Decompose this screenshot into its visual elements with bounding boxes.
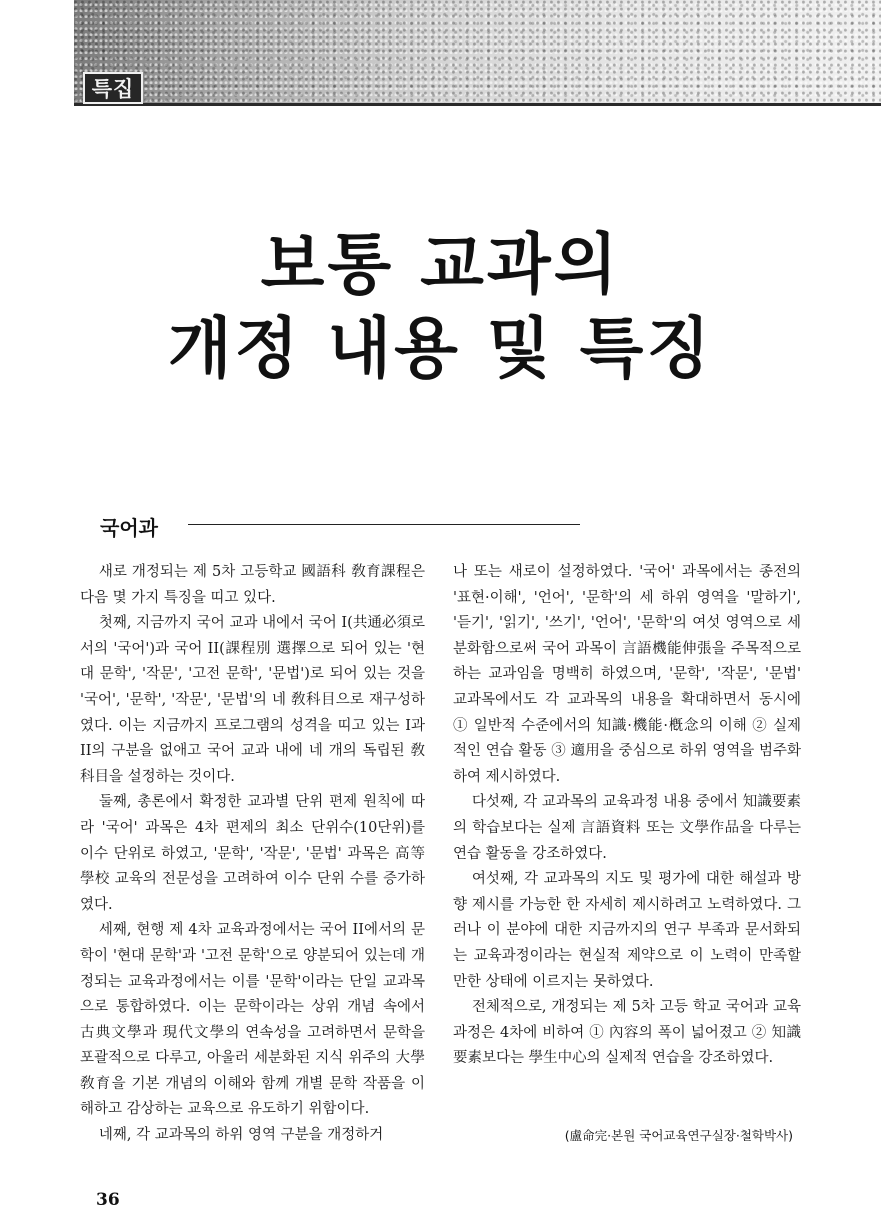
- article-title-line2: 개정 내용 및 특징: [167, 309, 714, 387]
- page-number: 36: [96, 1190, 120, 1210]
- paragraph: 전체적으로, 개정되는 제 5차 고등 학교 국어과 교육과정은 4차에 비하여 ① 內容의 폭이 넓어졌고 ② 知識要素보다는 學生中心의 실제적 연습을 강조하였다.: [453, 999, 801, 1067]
- right-column: [453, 560, 801, 1072]
- paragraph: 새로 개정되는 제 5차 고등학교 國語科 敎育課程은 다음 몇 가지 특징을 띠고 있다.: [80, 564, 425, 606]
- paragraph-continued: 나 또는 새로이 설정하였다. '국어' 과목에서는 종전의 '표현·이해', '언어', '문학'의 세 하위 영역을 '말하기', '듣기', '읽기', '쓰기', '언어', '문학'의 여섯 영역으로 세분화함으로써 국어 과목이 言語機能伸張을 주목적으로 하는 교과임을 명백히 하였으며, '문학', '작문', '문법' 교과목에서도 각 교과목의 내용을 확대하면서 동시에 ① 일반적 수준에서의 知識·機能·槪念의 이해 ② 실제적인 연습 활동 ③ 適用을 중심으로 하위 영역을 범주화하여 제시하였다.: [453, 564, 801, 785]
- article-title-line1: 보통 교과의: [260, 225, 621, 303]
- paragraph: 다섯째, 각 교과목의 교육과정 내용 중에서 知識要素의 학습보다는 실제 言語資料 또는 文學作品을 다루는 연습 활동을 강조하였다.: [453, 794, 801, 862]
- left-column: [80, 560, 425, 1149]
- header-banner: [74, 0, 881, 106]
- paragraph: 둘째, 총론에서 확정한 교과별 단위 편제 원칙에 따라 '국어' 과목은 4차 편제의 최소 단위수(10단위)를 이수 단위로 하였고, '문학', '작문', '문법' 과목은 高等學校 교육의 전문성을 고려하여 이수 단위 수를 증가하였다.: [80, 794, 425, 913]
- paragraph: 여섯째, 각 교과목의 지도 및 평가에 대한 해설과 방향 제시를 가능한 한 자세히 제시하려고 노력하였다. 그러나 이 분야에 대한 지금까지의 연구 부족과 문서화되는 교육과정이라는 현실적 제약으로 이 노력이 만족할 만한 상태에 이르지는 못하였다.: [453, 871, 801, 990]
- author-byline: (盧命完·본원 국어교육연구실장·철학박사): [564, 1128, 793, 1143]
- section-badge: 특집: [83, 72, 143, 104]
- paragraph: 첫째, 지금까지 국어 교과 내에서 국어 I(共通必須로서의 '국어')과 국어 II(課程別 選擇으로 되어 있는 '현대 문학', '작문', '고전 문학', '문법')로 되어 있는 것을 '국어', '문학', '작문', '문법'의 네 敎科目으로 재구성하였다. 이는 지금까지 프로그램의 성격을 띠고 있는 I과 II의 구분을 없애고 국어 교과 내에 네 개의 독립된 敎科目을 설정하는 것이다.: [80, 615, 425, 785]
- paragraph: 세째, 현행 제 4차 교육과정에서는 국어 II에서의 문학이 '현대 문학'과 '고전 문학'으로 양분되어 있는데 개정되는 교육과정에서는 이를 '문학'이라는 단일 교과목으로 통합하였다. 이는 문학이라는 상위 개념 속에서 古典文學과 現代文學의 연속성을 고려하면서 문학을 포괄적으로 다루고, 아울러 세분화된 지식 위주의 大學敎育을 기본 개념의 이해와 함께 개별 문학 작품을 이해하고 감상하는 교육으로 유도하기 위함이다.: [80, 922, 425, 1118]
- section-heading: 국어과: [100, 516, 158, 540]
- section-divider: [188, 524, 580, 525]
- paragraph: 네째, 각 교과목의 하위 영역 구분을 개정하거: [98, 1127, 384, 1144]
